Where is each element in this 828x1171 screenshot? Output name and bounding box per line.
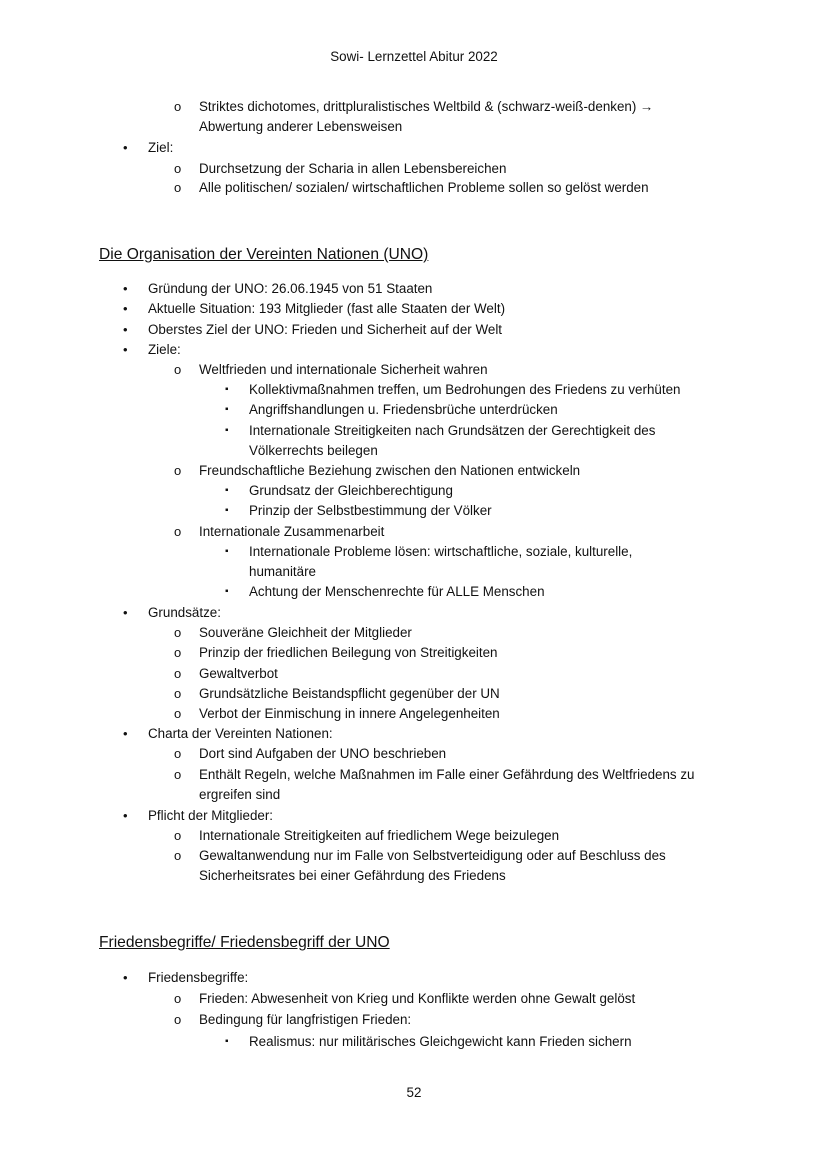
section-heading-uno: Die Organisation der Vereinten Nationen (UNO)	[99, 246, 429, 263]
bullet-disc: •	[123, 808, 128, 823]
bullet-disc: •	[123, 342, 128, 357]
bullet-square: ▪	[225, 384, 229, 395]
list-item: Souveräne Gleichheit der Mitglieder	[199, 625, 412, 640]
bullet-square: ▪	[225, 425, 229, 436]
bullet-square: ▪	[225, 546, 229, 557]
bullet-square: ▪	[225, 1036, 229, 1047]
list-item: Weltfrieden und internationale Sicherheit wahren	[199, 362, 488, 377]
list-item: Oberstes Ziel der UNO: Frieden und Sicherheit auf der Welt	[148, 322, 503, 337]
list-item-continuation: Sicherheitsrates bei einer Gefährdung des Friedens	[199, 868, 506, 883]
bullet-circle: o	[174, 625, 182, 640]
bullet-square: ▪	[225, 505, 229, 516]
list-item: Dort sind Aufgaben der UNO beschrieben	[199, 746, 447, 761]
list-item: Internationale Probleme lösen: wirtschaftliche, soziale, kulturelle,	[249, 544, 633, 559]
section-heading-frieden: Friedensbegriffe/ Friedensbegriff der UNO	[99, 934, 390, 951]
list-item: Achtung der Menschenrechte für ALLE Menschen	[249, 584, 545, 599]
list-item: Internationale Streitigkeiten nach Grundsätzen der Gerechtigkeit des	[249, 423, 656, 438]
bullet-disc: •	[123, 301, 128, 316]
bullet-circle: o	[174, 645, 182, 660]
bullet-circle: o	[174, 99, 182, 114]
bullet-disc: •	[123, 322, 128, 337]
bullet-circle: o	[174, 991, 182, 1006]
list-item: Striktes dichotomes, drittpluralistisches Weltbild & (schwarz-weiß-denken) →	[199, 99, 654, 114]
list-item: Grundsatz der Gleichberechtigung	[249, 483, 453, 498]
list-item: Gründung der UNO: 26.06.1945 von 51 Staaten	[148, 281, 433, 296]
list-item: Friedensbegriffe:	[148, 970, 249, 985]
bullet-circle: o	[174, 1012, 182, 1027]
bullet-disc: •	[123, 281, 128, 296]
list-item: Kollektivmaßnahmen treffen, um Bedrohungen des Friedens zu verhüten	[249, 382, 681, 397]
list-item: Prinzip der Selbstbestimmung der Völker	[249, 503, 492, 518]
bullet-disc: •	[123, 605, 128, 620]
bullet-circle: o	[174, 848, 182, 863]
list-item: Durchsetzung der Scharia in allen Lebensbereichen	[199, 161, 507, 176]
bullet-disc: •	[123, 140, 128, 155]
bullet-circle: o	[174, 686, 182, 701]
list-item: Grundsätze:	[148, 605, 221, 620]
list-item: Bedingung für langfristigen Frieden:	[199, 1012, 412, 1027]
list-item: Internationale Zusammenarbeit	[199, 524, 385, 539]
bullet-square: ▪	[225, 586, 229, 597]
bullet-disc: •	[123, 970, 128, 985]
list-item: Gewaltverbot	[199, 666, 278, 681]
list-item: Aktuelle Situation: 193 Mitglieder (fast alle Staaten der Welt)	[148, 301, 506, 316]
list-item: Prinzip der friedlichen Beilegung von Streitigkeiten	[199, 645, 498, 660]
bullet-circle: o	[174, 161, 182, 176]
list-item: Charta der Vereinten Nationen:	[148, 726, 333, 741]
list-item: Ziele:	[148, 342, 181, 357]
bullet-circle: o	[174, 362, 182, 377]
list-item: Alle politischen/ sozialen/ wirtschaftlichen Probleme sollen so gelöst werden	[199, 180, 649, 195]
list-item-continuation: Abwertung anderer Lebensweisen	[199, 119, 403, 134]
bullet-disc: •	[123, 726, 128, 741]
list-item: Realismus: nur militärisches Gleichgewicht kann Frieden sichern	[249, 1034, 632, 1049]
bullet-circle: o	[174, 828, 182, 843]
list-item: Pflicht der Mitglieder:	[148, 808, 274, 823]
page-header: Sowi- Lernzettel Abitur 2022	[330, 49, 498, 64]
list-item-continuation: ergreifen sind	[199, 787, 281, 802]
list-item: Internationale Streitigkeiten auf friedlichem Wege beizulegen	[199, 828, 560, 843]
list-item: Grundsätzliche Beistandspflicht gegenüber der UN	[199, 686, 500, 701]
bullet-circle: o	[174, 767, 182, 782]
bullet-circle: o	[174, 524, 182, 539]
list-item: Ziel:	[148, 140, 174, 155]
bullet-circle: o	[174, 666, 182, 681]
list-item: Verbot der Einmischung in innere Angelegenheiten	[199, 706, 500, 721]
bullet-circle: o	[174, 180, 182, 195]
list-item: Gewaltanwendung nur im Falle von Selbstverteidigung oder auf Beschluss des	[199, 848, 666, 863]
list-item-continuation: humanitäre	[249, 564, 316, 579]
list-item: Enthält Regeln, welche Maßnahmen im Falle einer Gefährdung des Weltfriedens zu	[199, 767, 695, 782]
list-item: Freundschaftliche Beziehung zwischen den Nationen entwickeln	[199, 463, 581, 478]
list-item-continuation: Völkerrechts beilegen	[249, 443, 378, 458]
bullet-circle: o	[174, 746, 182, 761]
bullet-circle: o	[174, 463, 182, 478]
bullet-circle: o	[174, 706, 182, 721]
bullet-square: ▪	[225, 404, 229, 415]
list-item: Angriffshandlungen u. Friedensbrüche unterdrücken	[249, 402, 558, 417]
bullet-square: ▪	[225, 485, 229, 496]
list-item: Frieden: Abwesenheit von Krieg und Konflikte werden ohne Gewalt gelöst	[199, 991, 636, 1006]
page-number: 52	[406, 1085, 422, 1100]
